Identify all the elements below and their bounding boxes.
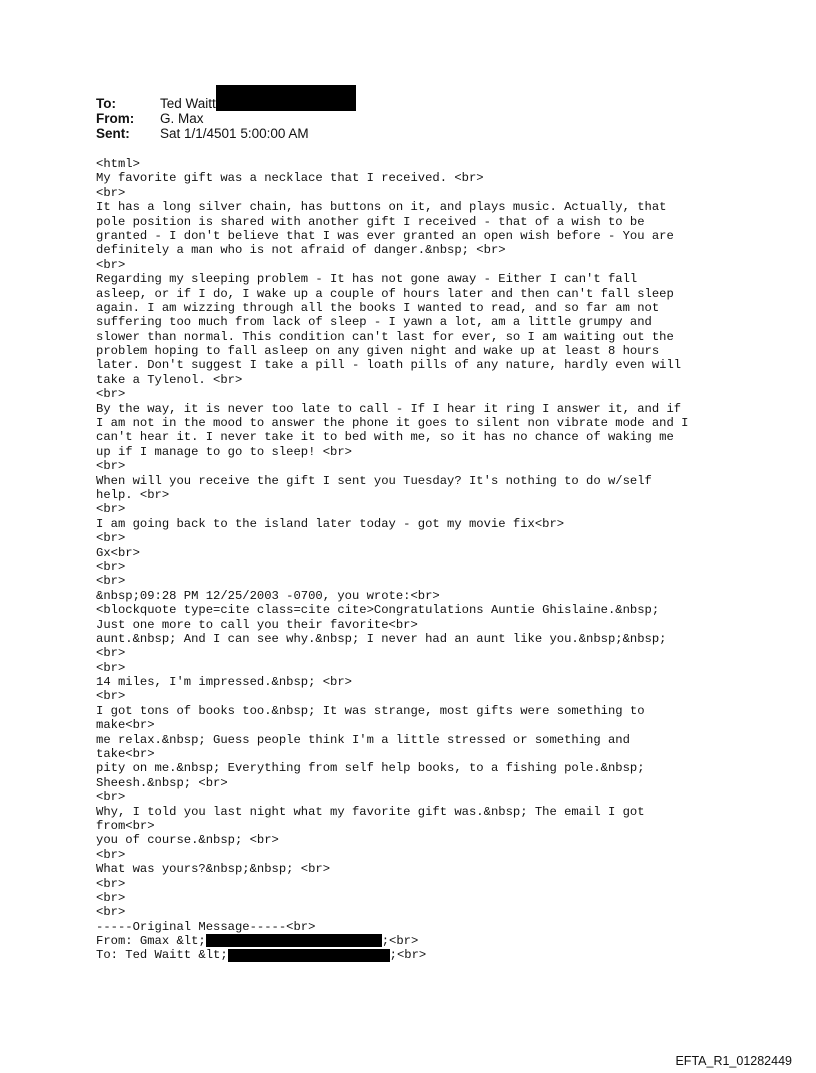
body-line: <br> [96, 459, 126, 474]
redaction-box [216, 85, 356, 111]
body-line: Just one more to call you their favorite<br> [96, 617, 418, 632]
body-line: Regarding my sleeping problem - It has not gone away - Either I can't fall [96, 272, 638, 287]
body-line: <br> [96, 790, 126, 805]
body-line: up if I manage to go to sleep! <br> [96, 444, 352, 459]
from-line-suffix: ;<br> [381, 934, 419, 949]
body-line: &nbsp;09:28 PM 12/25/2003 -0700, you wrote:<br> [96, 588, 440, 603]
body-line: again. I am wizzing through all the books I wanted to read, and so far am not [96, 300, 660, 315]
email-body [96, 157, 736, 963]
body-line: take a Tylenol. <br> [96, 372, 243, 387]
body-line: later. Don't suggest I take a pill - loath pills of any nature, hardly even will [96, 358, 682, 373]
from-line-prefix: From: Gmax &lt; [96, 934, 206, 949]
body-line: <br> [96, 185, 126, 200]
body-line: from<br> [96, 818, 155, 833]
sent-value: Sat 1/1/4501 5:00:00 AM [160, 126, 309, 142]
body-line: I got tons of books too.&nbsp; It was strange, most gifts were something to [96, 703, 645, 718]
from-line [96, 934, 736, 948]
sent-row [96, 126, 356, 141]
body-line: What was yours?&nbsp;&nbsp; <br> [96, 862, 331, 877]
body-line: suffering too much from lack of sleep - I yawn a lot, am a little grumpy and [96, 315, 652, 330]
body-line: 14 miles, I'm impressed.&nbsp; <br> [96, 675, 352, 690]
body-line: pity on me.&nbsp; Everything from self help books, to a fishing pole.&nbsp; [96, 761, 645, 776]
to-line-prefix: To: Ted Waitt &lt; [96, 948, 228, 963]
body-line: <br> [96, 660, 126, 675]
to-label: To: [96, 96, 116, 111]
document-id: EFTA_R1_01282449 [675, 1054, 792, 1068]
body-line: My favorite gift was a necklace that I received. <br> [96, 171, 484, 186]
body-line: take<br> [96, 747, 155, 762]
body-line: <br> [96, 559, 126, 574]
from-label: From: [96, 111, 135, 127]
from-value: G. Max [160, 111, 204, 127]
body-line: Sheesh.&nbsp; <br> [96, 775, 228, 790]
body-line: <br> [96, 890, 126, 905]
body-line: you of course.&nbsp; <br> [96, 833, 279, 848]
body-line: <br> [96, 689, 126, 704]
body-line: slower than normal. This condition can't last for ever, so I am waiting out the [96, 329, 674, 344]
body-line: help. <br> [96, 487, 170, 502]
to-name: Ted Waitt [160, 96, 216, 111]
body-line: problem hoping to fall asleep on any given night and wake up at least 8 hours [96, 344, 660, 359]
body-line: <br> [96, 531, 126, 546]
body-line: aunt.&nbsp; And I can see why.&nbsp; I never had an aunt like you.&nbsp;&nbsp; [96, 631, 667, 646]
body-line: pole position is shared with another gift I received - that of a wish to be [96, 214, 645, 229]
body-line: <br> [96, 257, 126, 272]
body-line: asleep, or if I do, I wake up a couple of hours later and then can't fall sleep [96, 286, 674, 301]
body-line: When will you receive the gift I sent you Tuesday? It's nothing to do w/self [96, 473, 652, 488]
to-line-suffix: ;<br> [389, 948, 427, 963]
body-line: Gx<br> [96, 545, 140, 560]
body-line: <br> [96, 574, 126, 589]
body-line: <br> [96, 905, 126, 920]
body-line: <html> [96, 157, 140, 171]
email-header [96, 96, 356, 141]
body-line: <br> [96, 502, 126, 517]
body-line: By the way, it is never too late to call - If I hear it ring I answer it, and if [96, 401, 682, 416]
body-line: <br> [96, 387, 126, 402]
body-line: definitely a man who is not afraid of danger.&nbsp; <br> [96, 243, 506, 258]
body-line: It has a long silver chain, has buttons on it, and plays music. Actually, that [96, 200, 667, 215]
to-row [96, 96, 356, 111]
body-line: Why, I told you last night what my favorite gift was.&nbsp; The email I got [96, 804, 645, 819]
body-line: <br> [96, 646, 126, 661]
redaction-box [206, 934, 382, 947]
body-line: <br> [96, 876, 126, 891]
body-line: me relax.&nbsp; Guess people think I'm a little stressed or something and [96, 732, 630, 747]
body-line: <br> [96, 847, 126, 862]
body-line: I am not in the mood to answer the phone it goes to silent non vibrate mode and I [96, 416, 689, 431]
body-line: -----Original Message-----<br> [96, 919, 316, 934]
body-line: can't hear it. I never take it to bed with me, so it has no chance of waking me [96, 430, 674, 445]
sent-label: Sent: [96, 126, 130, 142]
body-line: granted - I don't believe that I was ever granted an open wish before - You are [96, 228, 674, 243]
body-line: <blockquote type=cite class=cite cite>Congratulations Auntie Ghislaine.&nbsp; [96, 603, 660, 618]
from-row [96, 111, 356, 126]
to-line [96, 948, 736, 962]
redaction-box [228, 949, 390, 962]
body-line: make<br> [96, 718, 155, 733]
body-line: I am going back to the island later today - got my movie fix<br> [96, 516, 565, 531]
to-value [160, 96, 356, 111]
